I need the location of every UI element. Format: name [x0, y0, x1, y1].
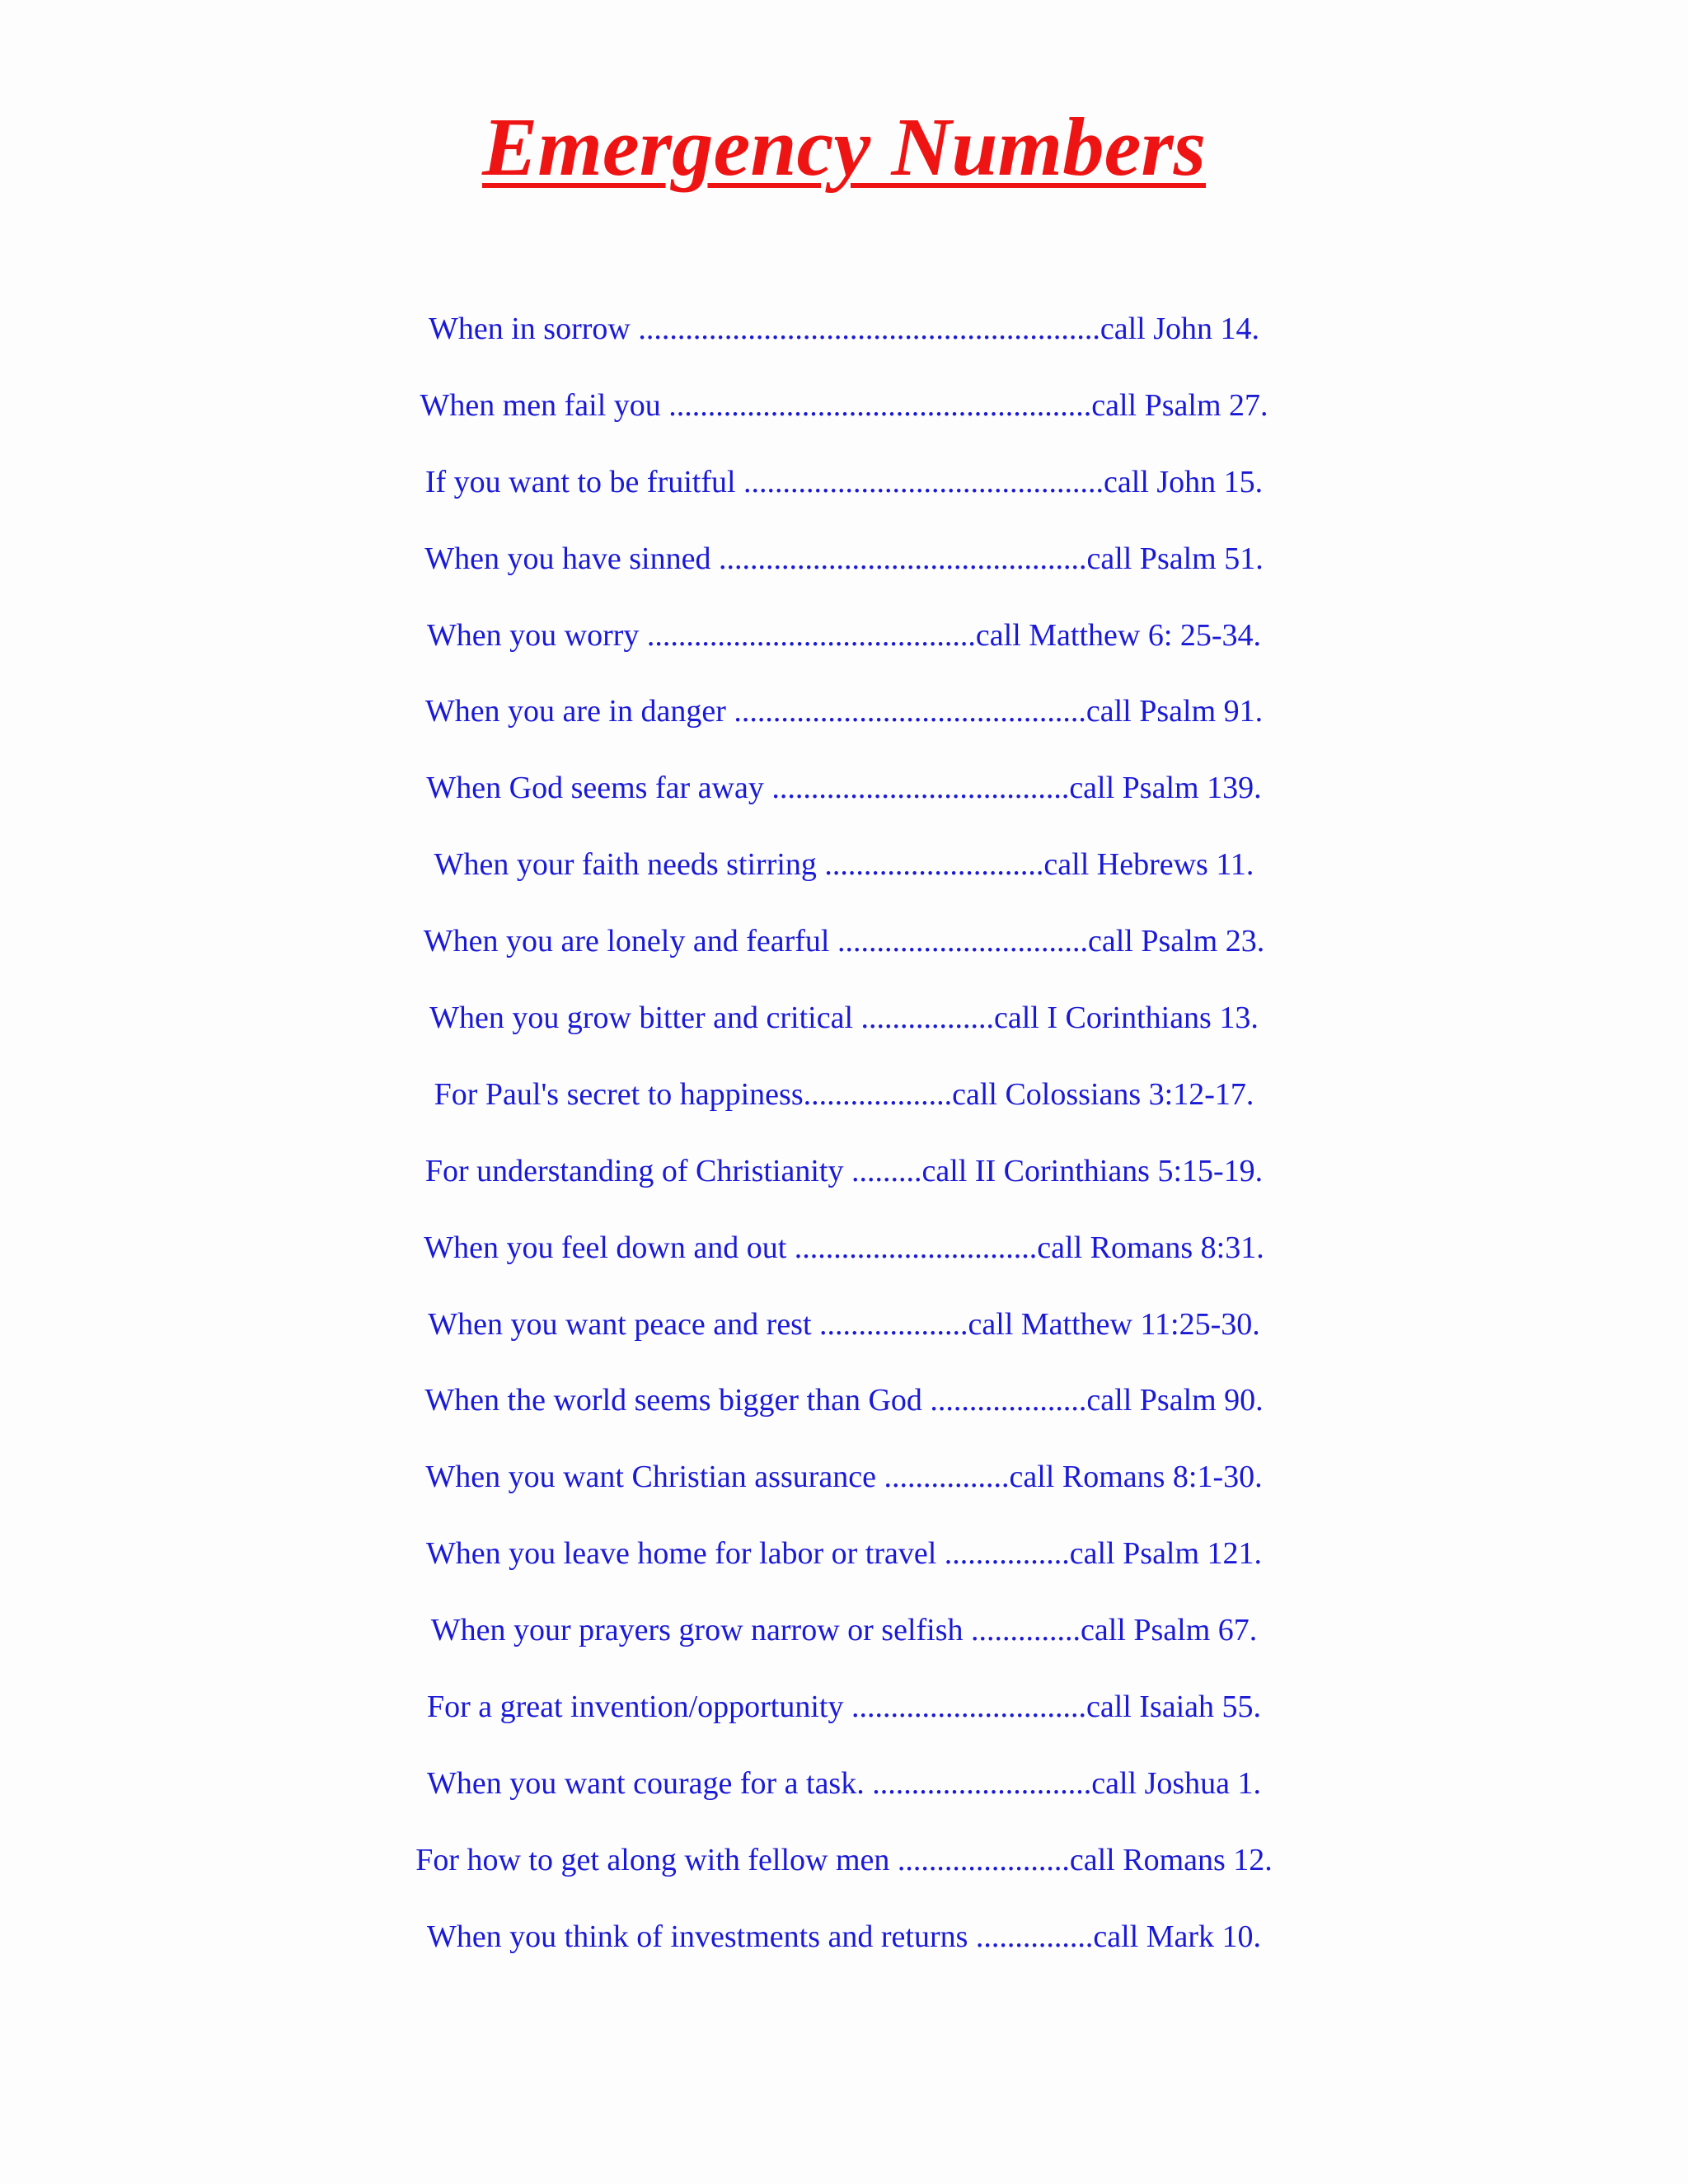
list-item: When you feel down and out ...............................call Romans 8:31.	[424, 1230, 1264, 1265]
emergency-numbers-list	[0, 303, 1688, 1988]
list-item: When God seems far away ......................................call Psalm 139.	[426, 771, 1262, 806]
list-item: When you leave home for labor or travel ................call Psalm 121.	[425, 1536, 1263, 1572]
list-item: When your prayers grow narrow or selfish ..............call Psalm 67.	[430, 1613, 1258, 1648]
page-title	[0, 97, 1688, 196]
list-item: When you are lonely and fearful ................................call Psalm 23.	[423, 924, 1265, 959]
list-item: When you want Christian assurance ................call Romans 8:1-30.	[425, 1460, 1263, 1495]
list-item: For a great invention/opportunity ..............................call Isaiah 55.	[426, 1690, 1262, 1725]
list-item: When you grow bitter and critical .................call I Corinthians 13.	[429, 1001, 1259, 1036]
list-item: When your faith needs stirring ............................call Hebrews 11.	[434, 847, 1254, 883]
list-item: When men fail you ......................................................call Psalm 27.	[420, 387, 1268, 423]
list-item: When you want peace and rest ...................call Matthew 11:25-30.	[428, 1306, 1260, 1342]
list-item: When you want courage for a task. ............................call Joshua 1.	[426, 1765, 1262, 1801]
list-item: For how to get along with fellow men ......................call Romans 12.	[415, 1842, 1273, 1877]
list-item: When you have sinned ...............................................call Psalm 51.	[424, 541, 1264, 576]
list-item: When in sorrow ...........................................................call John 14.	[429, 312, 1259, 346]
list-item: For understanding of Christianity .........call II Corinthians 5:15-19.	[424, 1153, 1264, 1188]
list-item: When you think of investments and returns ...............call Mark 10.	[426, 1919, 1262, 1954]
list-item: If you want to be fruitful ..............................................call John 15.	[424, 464, 1264, 499]
page-title-text: Emergency Numbers	[481, 101, 1207, 193]
list-item: When the world seems bigger than God ....................call Psalm 90.	[424, 1383, 1264, 1418]
list-item: For Paul's secret to happiness...................call Colossians 3:12-17.	[434, 1076, 1254, 1112]
list-item: When you are in danger .............................................call Psalm 91.	[424, 694, 1264, 729]
list-item: When you worry ..........................................call Matthew 6: 25-34.	[426, 617, 1262, 653]
